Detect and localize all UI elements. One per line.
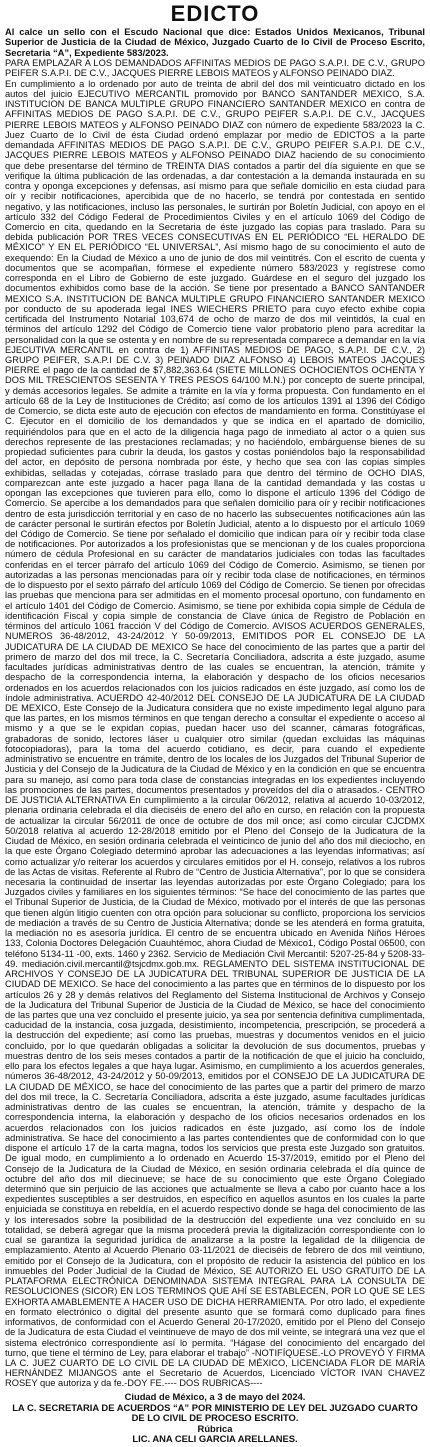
seal-header: Al calce un sello con el Escudo Nacional que dice: Estados Unidos Mexicanos, Tribunal Superior de Justicia de la Ciudad de México, Juzgado Cuarto de lo Civil de Proceso Escrito, Secretaria “A”, Expediente 583/2023. — [5, 26, 425, 58]
main-text-paragraph: En cumplimiento a lo ordenado por auto de treinta de abril del dos mil veinticuatro dictado en los autos del juicio EJECUTIVO MERCANTIL promovido por BANCO SANTANDER MEXICO, S.A. INSTITUCION DE BANCA MULTIPLE GRUPO FINANCIERO SANTANDER MEXICO en contra de AFFINITAS MEDIOS DE PAGO S.A.P.I. DE C.V., GRUPO PEIFER S.A.P.I. DE C.V., JACQUES PIERRE LEBOIS MATEOS y ALFONSO PEINADO DIAZ con número de expediente 583/2023 la C. Juez Cuarto de lo Civil de ésta Ciudad ordenó emplazar por medio de EDICTOS a la parte demandada AFFINITAS MEDIOS DE PAGO S.A.P.I. DE C.V., GRUPO PEIFER S.A.P.I. DE C.V., JACQUES PIERRE LEBOIS MATEOS y ALFONSO PEINADO DIAZ haciendo de su conocimiento que debe presentarse del término de TREINTA DIAS contados a partir del día siguiente en que se verifique la última publicación de las ordenadas, a dar contestación a la demanda instaurada en su contra y oponga excepciones y defensas, así mismo para que señale domicilio en esta ciudad para oír y recibir notificaciones, apercibida que de no hacerlo, se tendrá por contestada en sentido negativo, y las notificaciones, incluso las personales, le surtirán por Boletín Judicial, con apoyo en el artículo 332 del Código Federal de Procedimientos Civiles y en el artículo 1069 del Código de Comercio en cita, quedando en la Secretaria de éste juzgado las copias para traslado. Para su debida publicación POR TRES VECES CONSECUTIVAS EN EL PERIÓDICO “EL HERALDO DE MÉXICO” Y EN EL PERIÓDICO “EL UNIVERSAL”, Así mismo hago de su conocimiento el auto de exequendo: En la Ciudad de México a uno de junio de dos mil veintitrés. Con el escrito de cuenta y documentos que se acompañan, fórmese el expediente número 583/2023 y regístrese como corresponda en el Libro de Gobierno de este juzgado. Guárdese en el seguro del juzgado los documentos exhibidos como base de la acción. Se tiene por presentado a BANCO SANTANDER MEXICO S.A. INSTITUCION DE BANCA MULTIPLE GRUPO FINANCIERO SANTANDER MEXICO por conducto de su apoderada legal INES WIECHERS PRIETO para cuyo efecto exhibe copia certificada del Instrumento Notarial 103,674 de ocho de marzo de dos mil veintidós, la cual en términos del artículo 1292 del Código de Comercio tiene valor probatorio pleno para acreditar la personalidad con la que se ostenta y en nombre de su representada comparece a demandar en la vía EJECUTIVA MERCANTIL en contra de 1) AFFINITAS MEDIOS DE PAGO, S.A.P.I. DE C.V., 2) GRUPO PEIFER, S.A.P.I DE C.V. 3) PEINADO DIAZ ALFONSO 4) LEBOIS MATEOS JACQUES PIERRE el pago de la cantidad de $7,882,363.64 (SIETE MILLONES OCHOCIENTOS OCHENTA Y DOS MIL TRESCIENTOS SESENTA Y TRES PESOS 64/100 M.N.) por concepto de suerte principal, y demás accesorios legales. Se admite a trámite en la vía y forma propuesta. Con fundamento en el artículo 68 de la Ley de Instituciones de Crédito; así como de los artículos 1391 al 1396 del Código de Comercio, se dicta este auto de ejecución con efectos de mandamiento en forma. Constitúyase el C. Ejecutor en el domicilio de los demandados y que se indica en el apartado de domicilio, requiriéndolos para que en el acto de la diligencia haga pago de inmediato al actor o a quien sus derechos represente de las prestaciones reclamadas; y no haciéndolo, embárguense bienes de su propiedad suficientes para cubrir la deuda, los gastos y costas poniéndolos bajo la responsabilidad del actor, en depósito de persona nombrada por éste, y hecho que sea con las copias simples exhibidas, selladas y cotejadas, córrase traslado para que dentro del término de OCHO DIAS, comparezcan ante este juzgado a hacer paga llana de la cantidad demandada y las costas u opongan las excepciones que tuvieren para ello, como lo dispone el artículo 1396 del Código de Comercio. Se apercibe a los demandados para que señalen domicilio para oír y recibir notificaciones dentro de esta jurisdicción territorial y en caso de no hacerlo las subsecuentes notificaciones aún las de carácter personal le surtirán efectos por Boletín Judicial, atento a lo dispuesto por el artículo 1069 del Código de Comercio. Se tiene por señalado el domicilio que indican para oír y recibir toda clase de notificaciones. Por autorizados a los profesionistas que se mencionan y de los cuales proporciona número de cédula Profesional en su carácter de mandatarios judiciales con todas las facultades conferidas en el tercer párrafo del artículo 1069 del Código de Comercio. Asimismo, se tienen por autorizadas a las personas mencionadas para oír y recibir toda clase de notificaciones, en términos de lo dispuesto por el sexto párrafo del artículo 1069 del Código de Comercio. Se tienen por ofrecidas las pruebas que menciona para ser admitidas en el momento procesal oportuno, con fundamento en el artículo 1401 del Código de Comercio. Asimismo, se tiene por exhibida copia simple de Cédula de identificación Fiscal y copia simple de constancia de Clave única de Registro de Población en términos del artículo 1061 fracción V del Código de Comercio. AVISOS ACUERDOS GENERALES, NUMEROS 36-48/2012, 43-24/2012 Y 50-09/2013, EMITIDOS POR EL CONSEJO DE LA JUDICATURA DE LA CIUDAD DE MEXICO Se hace del conocimiento de las partes que a partir del primero de marzo del dos mil trece, la C. Secretaría Conciliadora, adscrita a éste juzgado, asume facultades jurídicas administrativas dentro de las cuales se encuentran, la atención, trámite y despacho de la correspondencia interna, la elaboración y despacho de los oficios necesarios ordenados en los acuerdos relacionados con los juicios radicados en éste juzgado, así como los de índole administrativa. ACUERDO 42-40/2012 DEL CONSEJO DE LA JUDICATURA DE LA CIUDAD DE MEXICO, Este Consejo de la Judicatura considera que no existe impedimento legal alguno para que las partes, en los mismos términos en que tengan derecho a consultar el expediente o acceso al mismo y a que se le expidan copias, puedan hacer uso del scanner, cámaras fotográficas, grabadoras de sonido, lectores láser u cualquier otro similar (quedan excluidas las máquinas fotocopiadoras), para la toma del acuerdo cotidiano, es decir, para cuando el expediente administrativo se encuentre en trámite, dentro de los locales de los Juzgados del Tribunal Superior de Justicia y del Consejo de la Judicatura de la Ciudad de México y en la condición en que se encuentra para su manejo, así como para toda clase de constancias integradas en los expedientes incluyendo las promociones de las partes, documentos presentados y proveídos del día o atrasados.- CENTRO DE JUSTICIA ALTERNATIVA En cumplimiento a la circular 06/2012, relativa al acuerdo 10-03/2012, plenaria ordinaria celebrada el día dieciséis de enero del año en curso, en relación con la propuesta de actualizar la circular 56/2011 de once de octubre de dos mil once; así como circular CJCDMX 50/2018 relativa al acuerdo 12-28/2018 emitido por el Pleno del Consejo de la Judicatura de la Ciudad de México, en sesión ordinaria celebrada el veinticinco de junio del año dos mil dieciocho, en la que este Órgano Colegiado determinó aprobar las adecuaciones a las leyendas informativas; así como actualizar y/o reiterar los acuerdos y circulares emitidos por el H. consejo, relativos a los rubros de las Actas de visitas. Referente al Rubro de “Centro de Justicia Alternativa”, por lo que se considera necesaria la continuidad de insertar las leyendas autorizadas por este Órgano Colegiado; para los Juzgados civiles y familiares en los siguientes términos: “Se hace del conocimiento de las partes que el Tribunal Superior de Justicia, de la Ciudad de México, motivado por el interés de que las personas que tienen algún litigio cuenten con otra opción para solucionar su conflicto, proporciona los servicios de mediación a través de su Centro de Justicia Alternativa; donde se les atenderá en forma gratuita, la mediación no es asesoría jurídica. El centro de se encuentra ubicado en Avenida Niños Héroes 133, Colonia Doctores Delegación Cuauhtémoc, ahora Ciudad de México1, Código Postal 06500, con teléfono 5134-11 -00, exts. 1460 y 2362. Servicio de Mediación Civil Mercantil: 5207-25-84 y 5208-33-49. mediación.civil.mercantil@tsjcdmx.gob.mx. REGLAMENTO DEL SISTEMA INSTITUCIONAL DE ARCHIVOS Y CONSEJO DE LA JUDICATURA DEL TRIBUNAL SUPERIOR DE JUSTICIA DE LA CIUDAD DE MEXICO. Se hace del conocimiento a las partes que en términos de lo dispuesto por los artículos 26 y 28 y demás relativos del Reglamento del Sistema Institucional de Archivos y Consejo de la Judicatura del Tribunal Superior de Justicia de la Ciudad de México, se hace del conocimiento de las partes que una vez concluido el presente juicio, ya sea por sentencia definitiva cumplimentada, caducidad de la instancia, cosa juzgada, desistimiento, incompetencia, prescripción, se procederá a la destrucción del expediente; así como las pruebas, muestras y documentos venidos en el juicio concluido, por lo que quedarán obligadas a solicitar la devolución de sus documentos, pruebas y muestras dentro de los seis meses contados a partir de la notificación de que el juicio ha concluido, ello para los efectos legales a que haya lugar. Asimismo, en cumplimiento a los acuerdos generales, números 36-48/2012, 43-24/2012 y 50-09/2013, emitidos por el CONSEJO DE LA JUDICATURA DE LA CIUDAD DE MÉXICO, se hace del conocimiento de las partes que a partir del primero de marzo del dos mil trece, la C. Secretaría Conciliadora, adscrita a éste juzgado, asume facultades jurídicas administrativas dentro de las cuales se encuentran, la atención, trámite y despacho de la correspondencia interna, la elaboración y despacho de los oficios necesarios ordenados en los acuerdos relacionados con los juicios radicados en éste juzgado, así como los de índole administrativa. Se hace del conocimiento a las partes contendientes que de conformidad con lo que dispone el artículo 17 de la carta magna, todos los servicios que presta este Juzgado son gratuitos. De igual modo, en cumplimiento a lo ordenado en Acuerdo 15-37/2019, emitido por el Pleno del Consejo de la Judicatura de la Ciudad de México, en sesión ordinaria celebrada el día quince de octubre del año dos mil diecinueve; se hace de su conocimiento que este Órgano Colegiado determinó que sin perjuicio de las acciones que actualmente se lleva a cabo por cuanto hace a los expedientes susceptibles a ser destruidos, en específico en aquellos asuntos en los cuales la parte enjuiciada se constituya en rebeldía, en el acuerdo respectivo donde se haga del conocimiento de las y los interesados sobre la posibilidad de la destrucción del expediente una vez concluido en su totalidad, se deberá agregar que la misma procederá previa la digitalización correspondiente con lo cual se garantiza la seguridad jurídica de analizarse a la postre la legalidad de la diligencia de emplazamiento. Atento al Acuerdo Plenario 03-11/2021 de dieciséis de febrero de dos mil veintiuno, emitido por el Consejo de la Judicatura, con el propósito de reducir la asistencia del público en los inmuebles del Poder Judicial de la Ciudad de México, SE AUTORIZO EL USO GRATUITO DE LA PLATAFORMA ELECTRÓNICA DENOMINADA SISTEMA INTEGRAL PARA LA CONSULTA DE RESOLUCIONES (SICOR) EN LOS TERMINOS QUE AHÍ SE ESTABLECEN, POR LO QUE SE LES EXHORTA AMABLEMENTE A HACER USO DE DICHA HERRAMIENTA. Por otro lado, el expediente en formato electrónico o digital del presente asunto que se formará como duplicado para fines informativos, de conformidad con el Acuerdo General 20-17/2020, emitido por el Pleno del Consejo de la Judicatura de esta Ciudad el veintinueve de mayo de dos mil veinte, se integrará una vez que el sistema electrónico correspondiente así lo permita. “Hágase del conocimiento del encargado del turno, que tiene el término de Ley, para elaborar el trabajo” -NOTIFÍQUESE.-LO PROVEYÓ Y FIRMA LA C. JUEZ CUARTO DE LO CIVIL DE LA CIUDAD DE MÉXICO, LICENCIADA FLOR DE MARÍA HERNÁNDEZ MIJANGOS ante el Secretario de Acuerdos, Licenciado VÍCTOR IVAN CHAVEZ ROSEY que autoriza y da fe.-DOY FE.---- DOS RUBRICAS---- — [5, 78, 425, 1389]
edicto-body — [5, 58, 425, 1392]
page-title: EDICTO — [170, 1, 260, 26]
date-line: Ciudad de México, a 3 de mayo del 2024. — [124, 1391, 306, 1403]
signature-block — [5, 1392, 425, 1445]
secretary-line: LA C. SECRETARIA DE ACUERDOS “A” POR MINISTERIO DE LEY DEL JUZGADO CUARTO DE LO CIVIL DE PROCESO ESCRITO. — [12, 1401, 418, 1424]
emplazamiento-paragraph: PARA EMPLAZAR A LOS DEMANDADOS AFFINITAS MEDIOS DE PAGO S.A.P.I. DE C.V., GRUPO PEIFER S.A.P.I. DE C.V., JACQUES PIERRE LEBOIS MATEOS y ALFONSO PEINADO DIAZ. — [5, 58, 425, 79]
signer-name: LIC. ANA CELI GARCIA ARELLANES. — [132, 1433, 298, 1445]
rubrica-label: Rúbrica — [197, 1422, 233, 1434]
